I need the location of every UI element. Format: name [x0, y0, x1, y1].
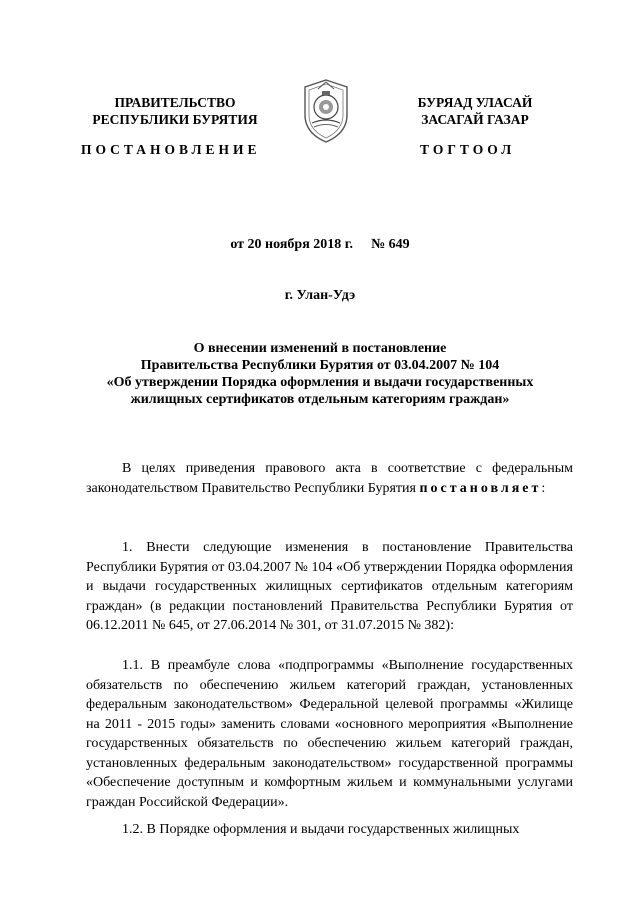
issuer-bua: [380, 94, 570, 128]
resolves-word: постановляет: [419, 480, 542, 496]
preamble-colon: :: [541, 480, 546, 496]
place-of-issue: г. Улан-Удэ: [284, 288, 356, 303]
clause-1-text: 1. Внести следующие изменения в постановление Правительства Республики Бурятия от 03.04.2007 № 104 «Об утверждении Порядка оформления и выдачи государственных жилищных сертификатов отдельным категориям граждан» (в редакции постановлений Правительства Республики Бурятия от 06.12.2011 № 645, от 27.06.2014 № 301, от 31.07.2015 № 382):: [86, 540, 573, 633]
document-number: № 649: [371, 237, 410, 252]
subject-line4: жилищных сертификатов отдельным категориям граждан»: [130, 392, 510, 407]
doc-type-bua: ТОГТООЛ: [420, 142, 516, 157]
issuer-bua-line1: БУРЯАД УЛАСАЙ: [417, 95, 533, 110]
subject-line3: «Об утверждении Порядка оформления и выдачи государственных: [106, 375, 534, 390]
clause-1-2-text: 1.2. В Порядке оформления и выдачи государственных жилищных: [122, 822, 520, 837]
issuer-ru: [70, 94, 280, 128]
subject-line2: Правительства Республики Бурятия от 03.04.2007 № 104: [140, 358, 500, 373]
issuer-bua-line2: ЗАСАГАЙ ГАЗАР: [421, 112, 529, 127]
doc-type-ru: ПОСТАНОВЛЕНИЕ: [81, 142, 261, 157]
preamble-text: В целях приведения правового акта в соответствие с федеральным законодательством Правительство Республики Бурятия: [86, 461, 573, 496]
preamble-paragraph: [86, 459, 573, 498]
subject-line1: О внесении изменений в постановление: [193, 341, 447, 356]
clause-1: [86, 538, 573, 636]
document-subject: [80, 340, 560, 408]
coat-of-arms-icon: [300, 77, 352, 145]
issuer-ru-line2: РЕСПУБЛИКИ БУРЯТИЯ: [92, 112, 258, 127]
clause-1-1-text: 1.1. В преамбуле слова «подпрограммы «Выполнение государственных обязательств по обеспечению жильем категорий граждан, установленных федеральным законодательством» Федеральной целевой программы «Жилище на 2011 - 2015 годы» заменить словами «основного мероприятия «Выполнение государственных обязательств по обеспечению жильем категорий граждан, установленных федеральным законодательством» государственной программы «Обеспечение доступным и комфортным жильем и коммунальными услугами граждан Российской Федерации».: [86, 658, 573, 810]
document-date: от 20 ноября 2018 г.: [230, 237, 354, 252]
date-number-line: [0, 237, 640, 253]
clause-1-2: [86, 820, 573, 840]
issuer-ru-line1: ПРАВИТЕЛЬСТВО: [114, 95, 236, 110]
clause-1-1: [86, 656, 573, 812]
